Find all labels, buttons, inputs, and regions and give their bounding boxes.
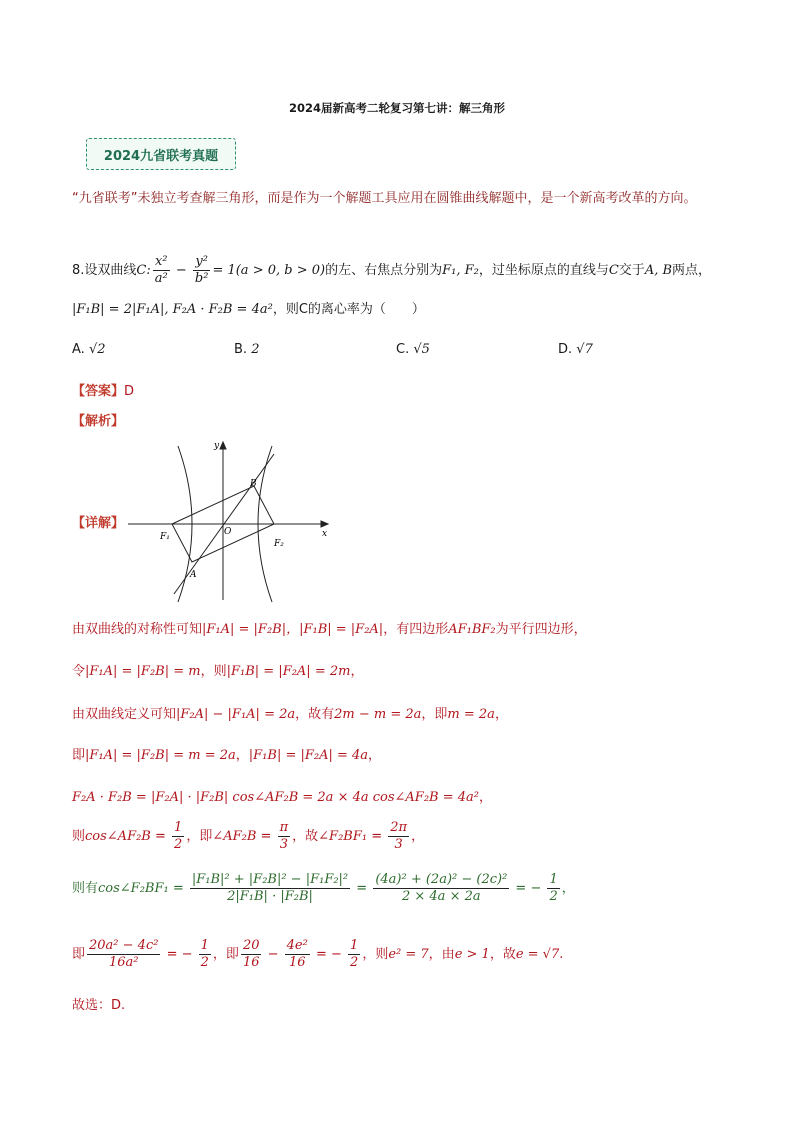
- step-7: 则有cos∠F₂BF₁ = $\frac{\text{|F₁B|² + |F₂B|² − |F₁F₂|²}}{\text{2|F₁B| · |F₂B|}}$ = $\frac{\text{(4a)² + (2a)² − (2c)²}}{2 \times 4a \times 2a}$ = − $\frac{1}{2}$ ，: [72, 872, 575, 904]
- choice-c[interactable]: C. √5: [396, 342, 430, 357]
- fraction-two-pi-third: $\frac{2\pi}{3}$: [390, 820, 408, 852]
- fraction-x2a2: $\frac{\text{x²}}{\text{a²}}$: [154, 254, 168, 286]
- detail-label: 【详解】: [72, 516, 125, 531]
- fraction-e2a: $\frac{20}{16}$: [242, 938, 260, 970]
- answer-label: 【答案】: [72, 384, 125, 399]
- choice-d[interactable]: D. √7: [558, 342, 593, 357]
- fraction-pi-third: $\frac{\pi}{3}$: [279, 820, 289, 852]
- page-title: 2024届新高考二轮复习第七讲：解三角形: [288, 101, 505, 115]
- step-5: F₂A · F₂B = |F₂A| · |F₂B| cos∠AF₂B = 2a × 4a cos∠AF₂B = 4a²，: [72, 790, 492, 805]
- fraction-y2b2: $\frac{\text{y²}}{\text{b²}}$: [194, 254, 209, 286]
- label-a: A: [190, 570, 197, 580]
- choice-a[interactable]: A. √2: [72, 342, 106, 357]
- question-line-1: 8.设双曲线C: $\frac{\text{x²}}{\text{a²}}$ − $\frac{\text{y²}}{\text{b²}}$ = 1(a > 0, b > 0)的左、右焦点分别为F₁, F₂，过坐标原点的直线与C交于A, B两点，: [72, 254, 712, 286]
- conclusion: 故选：D.: [72, 998, 126, 1013]
- fraction-one-half-neg: $\frac{1}{2}$: [549, 872, 558, 904]
- fraction-one-half-2: $\frac{1}{2}$: [200, 938, 209, 970]
- hyperbola-figure: [128, 436, 334, 606]
- step-1: 由双曲线的对称性可知|F₁A| = |F₂B|，|F₁B| = |F₂A|，有四边形AF₁BF₂为平行四边形，: [72, 622, 587, 637]
- analysis-label: 【解析】: [72, 414, 125, 429]
- fraction-one-half-3: $\frac{1}{2}$: [350, 938, 359, 970]
- fraction-cos-value: $\frac{\text{(4a)² + (2a)² − (2c)²}}{2 \times 4a \times 2a}$: [375, 872, 508, 904]
- fraction-e2b: $\frac{\text{4e²}}{16}$: [286, 938, 308, 970]
- x-axis-arrow: [321, 521, 328, 527]
- answer-line: [72, 380, 134, 399]
- step-2: 令|F₁A| = |F₂B| = m，则|F₁B| = |F₂A| = 2m，: [72, 664, 364, 679]
- label-f1: F₁: [160, 532, 170, 542]
- step-6: 则cos∠AF₂B = $\frac{1}{2}$ ，即∠AF₂B = $\frac{\pi}{3}$ ，故∠F₂BF₁ = $\frac{2\pi}{3}$ ，: [72, 820, 425, 852]
- section-tag: 2024九省联考真题: [86, 138, 236, 170]
- intro-paragraph: “九省联考”未独立考查解三角形，而是作为一个解题工具应用在圆锥曲线解题中，是一个新高考改革的方向。: [72, 191, 697, 206]
- label-y: y: [214, 441, 220, 451]
- question-number: 8.: [72, 263, 85, 278]
- label-b: B: [250, 479, 257, 489]
- fraction-cos-law: $\frac{\text{|F₁B|² + |F₂B|² − |F₁F₂|²}}{\text{2|F₁B| · |F₂B|}}$: [191, 872, 349, 904]
- step-4: 即|F₁A| = |F₂B| = m = 2a，|F₁B| = |F₂A| = 4a，: [72, 748, 382, 763]
- question-line-2: |F₁B| = 2|F₁A|, F₂A · F₂B = 4a²，则C的离心率为（ ）: [72, 302, 425, 317]
- label-f2: F₂: [274, 539, 284, 549]
- fraction-e1: $\frac{\text{20a² − 4c²}}{\text{16a²}}$: [89, 938, 159, 970]
- y-axis-arrow: [220, 442, 226, 449]
- answer-value: D: [124, 384, 135, 399]
- step-3: 由双曲线定义可知|F₂A| − |F₁A| = 2a，故有2m − m = 2a，即m = 2a，: [72, 707, 508, 722]
- fraction-one-half: $\frac{1}{2}$: [174, 820, 183, 852]
- label-x: x: [322, 529, 328, 539]
- step-8: 即 $\frac{\text{20a² − 4c²}}{\text{16a²}}$ = − $\frac{1}{2}$ ，即 $\frac{20}{16}$ − $\frac{\text{4e²}}{16}$ = − $\frac{1}{2}$ ，则e² = 7，由e > 1，故e = √7.: [72, 938, 564, 970]
- label-origin: O: [224, 527, 232, 537]
- choice-b[interactable]: B. 2: [234, 342, 260, 357]
